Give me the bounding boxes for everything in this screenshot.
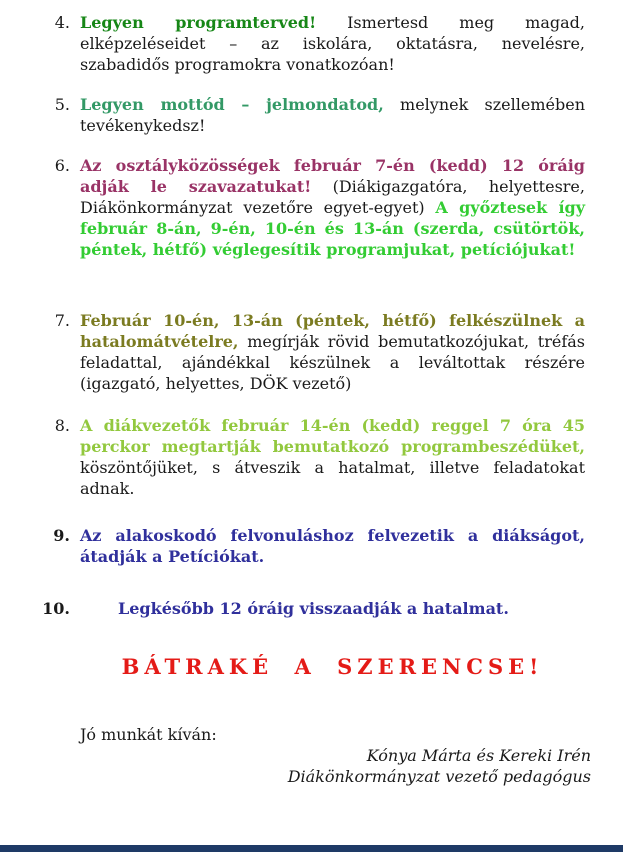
- signature-role: Diákönkormányzat vezető pedagógus: [287, 767, 591, 786]
- list-item: [54, 310, 585, 394]
- list-item: [54, 94, 586, 136]
- text-run: Ismertesd meg magad, elképzeléseidet – az iskolára, oktatásra, nevelésre, szabadidős programokra vonatkozóan!: [80, 13, 585, 74]
- text-run: Legkésőbb 12 óráig visszaadják a hatalmat.: [118, 599, 509, 618]
- text-run: Az osztályközösségek február 7-én (kedd) 12 óráig adják le szavazatukat!: [80, 156, 585, 196]
- list-item: [54, 415, 585, 499]
- text-run: Legyen programterved!: [80, 13, 317, 32]
- slogan-text: BÁTRAKÉ A SZERENCSE!: [121, 654, 544, 679]
- item-number: 8.: [54, 416, 70, 435]
- document-page: [42, 0, 591, 787]
- item-number: 9.: [53, 526, 70, 545]
- list-item: [42, 598, 585, 619]
- bottom-border-bar: [0, 845, 623, 852]
- text-run: Az alakoskodó felvonuláshoz felvezetik a diákságot, átadják a Petíciókat.: [80, 526, 585, 566]
- list-item: [54, 12, 585, 75]
- item-number: 10.: [42, 599, 70, 618]
- text-run: megírják rövid bemutatkozójukat, tréfás feladattal, ajándékkal készülnek a leváltottak részére (igazgató, helyettes, DÖK vezető): [80, 332, 585, 393]
- item-number: 4.: [54, 13, 70, 32]
- closing-text: Jó munkát kíván:: [80, 725, 217, 744]
- list-item: [53, 525, 585, 567]
- text-run: Legyen mottód – jelmondatod,: [80, 95, 384, 114]
- signature-names: Kónya Márta és Kereki Irén: [366, 746, 591, 765]
- text-run: A győztesek így február 8-án, 9-én, 10-én és 13-án (szerda, csütörtök, péntek, hétfő) véglegesítik programjukat, petíciójukat!: [80, 198, 586, 259]
- text-run: Február 10-én, 13-án (péntek, hétfő) felkészülnek a hatalomátvételre,: [80, 311, 585, 351]
- list-item: [54, 155, 586, 260]
- item-number: 5.: [54, 95, 70, 114]
- item-number: 6.: [54, 156, 70, 175]
- text-run: melynek szellemében tevékenykedsz!: [80, 95, 586, 135]
- signature-block: [80, 745, 591, 787]
- text-run: A diákvezetők február 14-én (kedd) reggel 7 óra 45 perckor megtartják bemutatkozó programbeszédüket,: [80, 416, 585, 456]
- item-number: 7.: [54, 311, 70, 330]
- text-run: (Diákigazgatóra, helyettesre, Diákönkormányzat vezetőre egyet-egyet): [80, 177, 585, 217]
- program-list: [42, 12, 586, 619]
- text-run: köszöntőjüket, s átveszik a hatalmat, illetve feladatokat adnak.: [80, 458, 585, 498]
